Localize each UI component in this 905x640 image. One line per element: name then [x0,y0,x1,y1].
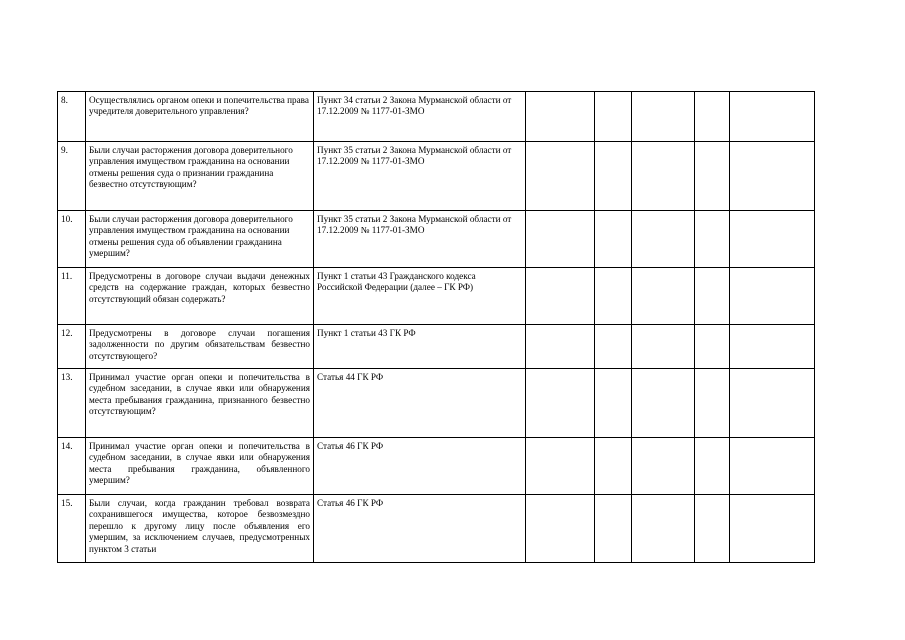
answer-cell-no[interactable] [595,268,632,325]
legal-basis-cell: Статья 46 ГК РФ [314,438,526,495]
row-number: 9. [58,142,86,211]
answer-cell-extra[interactable] [695,211,730,268]
answer-cell-no[interactable] [595,92,632,142]
answer-cell-no[interactable] [595,495,632,563]
row-number: 15. [58,495,86,563]
comment-cell[interactable] [730,495,815,563]
comment-cell[interactable] [730,438,815,495]
question-cell: Принимал участие орган опеки и попечительства в судебном заседании, в случае явки или обнаружения места пребывания гражданина, объявленного умершим? [86,438,314,495]
answer-cell-extra[interactable] [695,142,730,211]
row-number: 13. [58,369,86,438]
answer-cell-extra[interactable] [695,268,730,325]
answer-cell-yes[interactable] [526,92,595,142]
legal-basis-cell: Статья 44 ГК РФ [314,369,526,438]
answer-cell-no[interactable] [595,369,632,438]
answer-cell-extra[interactable] [695,495,730,563]
checklist-table [57,91,815,563]
answer-cell-na[interactable] [632,142,695,211]
table-row [58,142,815,211]
legal-basis-cell: Статья 46 ГК РФ [314,495,526,563]
question-cell: Осуществлялись органом опеки и попечительства права учредителя доверительного управления? [86,92,314,142]
table-row [58,438,815,495]
answer-cell-extra[interactable] [695,92,730,142]
legal-basis-cell: Пункт 35 статьи 2 Закона Мурманской области от 17.12.2009 № 1177-01-ЗМО [314,211,526,268]
comment-cell[interactable] [730,211,815,268]
row-number: 8. [58,92,86,142]
answer-cell-no[interactable] [595,211,632,268]
answer-cell-no[interactable] [595,325,632,369]
table-row [58,92,815,142]
row-number: 14. [58,438,86,495]
checklist-table-container [57,91,815,563]
answer-cell-extra[interactable] [695,325,730,369]
answer-cell-yes[interactable] [526,495,595,563]
answer-cell-na[interactable] [632,438,695,495]
answer-cell-na[interactable] [632,369,695,438]
question-cell: Предусмотрены в договоре случаи выдачи денежных средств на содержание граждан, которых безвестно отсутствующий обязан содержать? [86,268,314,325]
answer-cell-extra[interactable] [695,369,730,438]
answer-cell-extra[interactable] [695,438,730,495]
table-row [58,369,815,438]
row-number: 10. [58,211,86,268]
row-number: 12. [58,325,86,369]
answer-cell-yes[interactable] [526,438,595,495]
question-cell: Были случаи расторжения договора доверительного управления имуществом гражданина на основании отмены решения суда о признании гражданина безвестно отсутствующим? [86,142,314,211]
answer-cell-yes[interactable] [526,268,595,325]
legal-basis-cell: Пункт 1 статьи 43 ГК РФ [314,325,526,369]
table-row [58,211,815,268]
table-row [58,268,815,325]
comment-cell[interactable] [730,325,815,369]
answer-cell-na[interactable] [632,495,695,563]
row-number: 11. [58,268,86,325]
comment-cell[interactable] [730,369,815,438]
question-cell: Были случаи, когда гражданин требовал возврата сохранившегося имущества, которое безвозмездно перешло к другому лицу после объявления его умершим, за исключением случаев, предусмотренных пунктом 3 статьи [86,495,314,563]
comment-cell[interactable] [730,268,815,325]
question-cell: Были случаи расторжения договора доверительного управления имуществом гражданина на основании отмены решения суда об объявлении гражданина умершим? [86,211,314,268]
table-row [58,325,815,369]
answer-cell-yes[interactable] [526,211,595,268]
legal-basis-cell: Пункт 35 статьи 2 Закона Мурманской области от 17.12.2009 № 1177-01-ЗМО [314,142,526,211]
question-cell: Принимал участие орган опеки и попечительства в судебном заседании, в случае явки или обнаружения места пребывания гражданина, признанного безвестно отсутствующим? [86,369,314,438]
table-row [58,495,815,563]
comment-cell[interactable] [730,92,815,142]
answer-cell-yes[interactable] [526,325,595,369]
legal-basis-cell: Пункт 34 статьи 2 Закона Мурманской области от 17.12.2009 № 1177-01-ЗМО [314,92,526,142]
answer-cell-na[interactable] [632,268,695,325]
answer-cell-no[interactable] [595,438,632,495]
answer-cell-na[interactable] [632,211,695,268]
answer-cell-na[interactable] [632,325,695,369]
comment-cell[interactable] [730,142,815,211]
answer-cell-no[interactable] [595,142,632,211]
legal-basis-cell: Пункт 1 статьи 43 Гражданского кодекса Российской Федерации (далее – ГК РФ) [314,268,526,325]
question-cell: Предусмотрены в договоре случаи погашения задолженности по другим обязательствам безвестно отсутствующего? [86,325,314,369]
answer-cell-yes[interactable] [526,369,595,438]
answer-cell-na[interactable] [632,92,695,142]
answer-cell-yes[interactable] [526,142,595,211]
